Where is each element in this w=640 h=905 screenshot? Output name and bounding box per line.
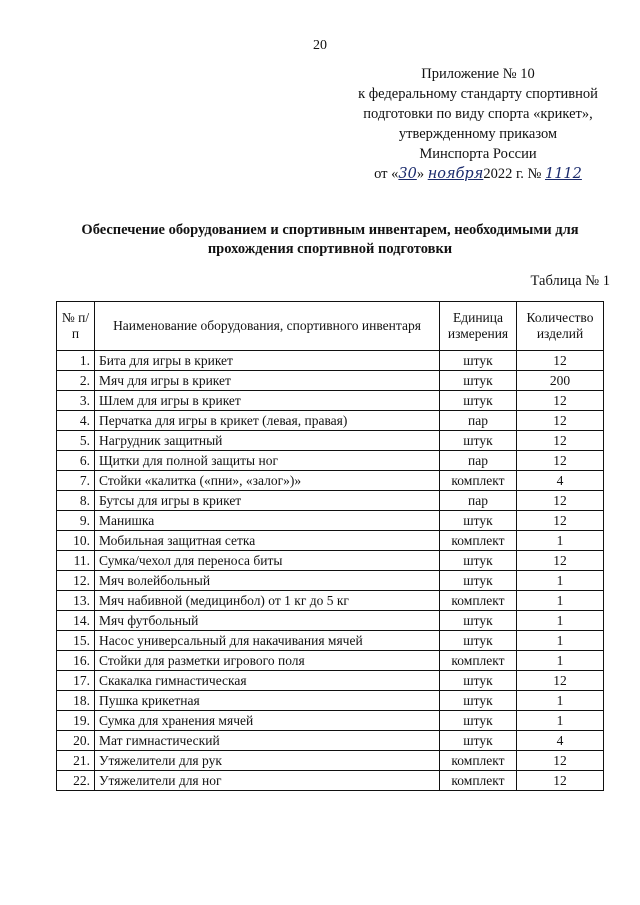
header-name: Наименование оборудования, спортивного инвентаря — [95, 302, 440, 351]
cell-unit: комплект — [440, 471, 517, 491]
cell-qty: 12 — [517, 771, 604, 791]
cell-name: Бутсы для игры в крикет — [95, 491, 440, 511]
cell-name: Насос универсальный для накачивания мячей — [95, 631, 440, 651]
equipment-table — [56, 301, 604, 791]
cell-name: Бита для игры в крикет — [95, 351, 440, 371]
cell-qty: 200 — [517, 371, 604, 391]
cell-name: Мяч волейбольный — [95, 571, 440, 591]
date-prefix: от « — [374, 166, 399, 182]
cell-name: Перчатка для игры в крикет (левая, правая) — [95, 411, 440, 431]
cell-name: Сумка для хранения мячей — [95, 711, 440, 731]
cell-num: 13. — [57, 591, 95, 611]
cell-name: Мяч набивной (медицинбол) от 1 кг до 5 кг — [95, 591, 440, 611]
cell-name: Шлем для игры в крикет — [95, 391, 440, 411]
cell-qty: 1 — [517, 631, 604, 651]
cell-name: Утяжелители для рук — [95, 751, 440, 771]
cell-num: 19. — [57, 711, 95, 731]
table-row — [57, 671, 604, 691]
cell-qty: 12 — [517, 411, 604, 431]
cell-num: 18. — [57, 691, 95, 711]
cell-unit: пар — [440, 491, 517, 511]
cell-num: 21. — [57, 751, 95, 771]
cell-name: Мат гимнастический — [95, 731, 440, 751]
cell-qty: 12 — [517, 551, 604, 571]
cell-num: 12. — [57, 571, 95, 591]
table-row — [57, 751, 604, 771]
document-title: Обеспечение оборудованием и спортивным инвентарем, необходимыми для прохождения спортивной подготовки — [81, 222, 579, 257]
cell-qty: 12 — [517, 431, 604, 451]
cell-name: Стойки «калитка («пни», «залог»)» — [95, 471, 440, 491]
table-row — [57, 571, 604, 591]
table-row — [57, 511, 604, 531]
table-row — [57, 351, 604, 371]
table-row — [57, 391, 604, 411]
table-row — [57, 491, 604, 511]
appendix-line: к федеральному стандарту спортивной — [358, 86, 598, 102]
cell-num: 3. — [57, 391, 95, 411]
table-row — [57, 631, 604, 651]
table-row — [57, 611, 604, 631]
table-caption: Таблица № 1 — [530, 273, 610, 289]
order-date-line — [330, 164, 626, 184]
table-row — [57, 771, 604, 791]
cell-num: 4. — [57, 411, 95, 431]
cell-name: Мяч для игры в крикет — [95, 371, 440, 391]
handwritten-day: 30 — [398, 166, 417, 182]
cell-name: Щитки для полной защиты ног — [95, 451, 440, 471]
appendix-header — [330, 64, 626, 184]
cell-qty: 12 — [517, 511, 604, 531]
cell-unit: комплект — [440, 651, 517, 671]
cell-num: 1. — [57, 351, 95, 371]
table-row — [57, 411, 604, 431]
cell-unit: штук — [440, 551, 517, 571]
cell-name: Мобильная защитная сетка — [95, 531, 440, 551]
cell-unit: штук — [440, 371, 517, 391]
cell-unit: штук — [440, 391, 517, 411]
table-row — [57, 651, 604, 671]
cell-unit: штук — [440, 351, 517, 371]
cell-num: 10. — [57, 531, 95, 551]
cell-unit: комплект — [440, 771, 517, 791]
table-row — [57, 731, 604, 751]
date-year: 2022 г. № — [483, 166, 545, 182]
header-unit: Единица измерения — [440, 302, 517, 351]
cell-unit: комплект — [440, 591, 517, 611]
cell-qty: 12 — [517, 451, 604, 471]
cell-qty: 4 — [517, 731, 604, 751]
cell-num: 8. — [57, 491, 95, 511]
table-row — [57, 431, 604, 451]
handwritten-month: ноября — [427, 166, 484, 182]
cell-unit: штук — [440, 671, 517, 691]
table-row — [57, 591, 604, 611]
cell-unit: штук — [440, 431, 517, 451]
cell-qty: 1 — [517, 611, 604, 631]
cell-qty: 12 — [517, 351, 604, 371]
table-header-row — [57, 302, 604, 351]
handwritten-order-number: 1112 — [544, 166, 582, 182]
cell-num: 9. — [57, 511, 95, 531]
cell-name: Сумка/чехол для переноса биты — [95, 551, 440, 571]
cell-name: Пушка крикетная — [95, 691, 440, 711]
cell-name: Утяжелители для ног — [95, 771, 440, 791]
cell-qty: 1 — [517, 591, 604, 611]
appendix-line: Минспорта России — [419, 146, 537, 162]
table-row — [57, 451, 604, 471]
cell-num: 22. — [57, 771, 95, 791]
cell-num: 16. — [57, 651, 95, 671]
table-body — [57, 351, 604, 791]
cell-unit: пар — [440, 411, 517, 431]
cell-qty: 12 — [517, 671, 604, 691]
cell-unit: штук — [440, 611, 517, 631]
table-row — [57, 471, 604, 491]
cell-unit: штук — [440, 731, 517, 751]
cell-num: 7. — [57, 471, 95, 491]
cell-num: 6. — [57, 451, 95, 471]
cell-unit: штук — [440, 691, 517, 711]
cell-qty: 12 — [517, 391, 604, 411]
cell-num: 11. — [57, 551, 95, 571]
table-row — [57, 711, 604, 731]
cell-unit: штук — [440, 571, 517, 591]
cell-num: 2. — [57, 371, 95, 391]
cell-num: 14. — [57, 611, 95, 631]
cell-num: 5. — [57, 431, 95, 451]
cell-unit: комплект — [440, 751, 517, 771]
cell-name: Мяч футбольный — [95, 611, 440, 631]
cell-qty: 1 — [517, 571, 604, 591]
cell-qty: 1 — [517, 711, 604, 731]
appendix-line: утвержденному приказом — [398, 126, 558, 142]
cell-num: 15. — [57, 631, 95, 651]
cell-unit: пар — [440, 451, 517, 471]
cell-qty: 1 — [517, 691, 604, 711]
table-row — [57, 691, 604, 711]
date-mid: » — [416, 166, 428, 182]
cell-qty: 1 — [517, 651, 604, 671]
page-number: 20 — [313, 38, 327, 53]
cell-unit: штук — [440, 511, 517, 531]
table-row — [57, 371, 604, 391]
appendix-line: подготовки по виду спорта «крикет», — [363, 106, 593, 122]
cell-num: 20. — [57, 731, 95, 751]
cell-name: Стойки для разметки игрового поля — [95, 651, 440, 671]
cell-qty: 1 — [517, 531, 604, 551]
header-qty: Количество изделий — [517, 302, 604, 351]
cell-qty: 12 — [517, 491, 604, 511]
appendix-line: Приложение № 10 — [421, 66, 535, 82]
cell-name: Манишка — [95, 511, 440, 531]
cell-unit: штук — [440, 711, 517, 731]
cell-unit: комплект — [440, 531, 517, 551]
table-row — [57, 551, 604, 571]
cell-qty: 12 — [517, 751, 604, 771]
cell-num: 17. — [57, 671, 95, 691]
cell-unit: штук — [440, 631, 517, 651]
table-row — [57, 531, 604, 551]
cell-name: Скакалка гимнастическая — [95, 671, 440, 691]
cell-qty: 4 — [517, 471, 604, 491]
header-num: № п/п — [57, 302, 95, 351]
cell-name: Нагрудник защитный — [95, 431, 440, 451]
